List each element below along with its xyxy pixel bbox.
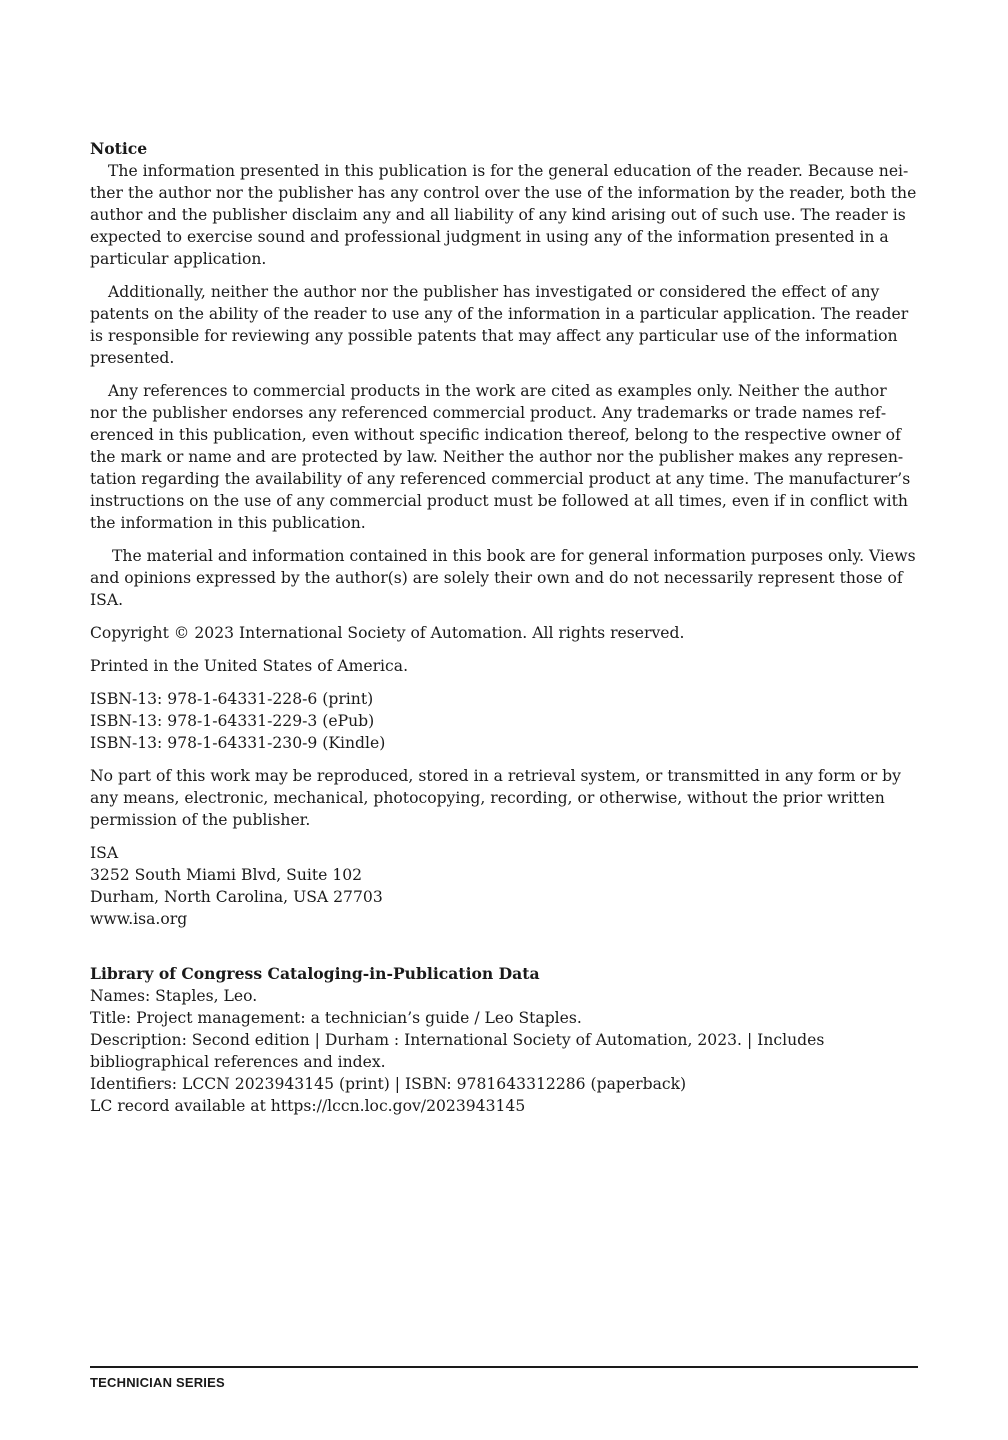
copyright-page	[90, 138, 918, 1117]
cataloging-description: Description: Second edition | Durham : International Society of Automation, 2023. | Includes bibliographical references and index.	[90, 1031, 825, 1071]
isbn-epub: ISBN-13: 978-1-64331-229-3 (ePub)	[90, 712, 375, 730]
isbn-print: ISBN-13: 978-1-64331-228-6 (print)	[90, 690, 374, 708]
notice-block	[90, 138, 918, 270]
notice-paragraph-1: The information presented in this publication is for the general education of the reader. Because neither the author nor the publisher has any control over the use of the information by the reader, both the author and the publisher disclaim any and all liability of any kind arising out of such use. The reader is expected to exercise sound and professional judgment in using any of the information presented in a particular application.	[90, 162, 917, 268]
cataloging-heading: Library of Congress Cataloging-in-Publication Data	[90, 964, 540, 983]
publisher-name: ISA	[90, 844, 119, 862]
notice-paragraph-2: Additionally, neither the author nor the publisher has investigated or considered the effect of any patents on the ability of the reader to use any of the information in a particular application. The reader is responsible for reviewing any possible patents that may affect any particular use of the information presented.	[90, 283, 909, 367]
cataloging-title: Title: Project management: a technician’s guide / Leo Staples.	[90, 1009, 582, 1027]
cataloging-names: Names: Staples, Leo.	[90, 987, 258, 1005]
cataloging-identifiers: Identifiers: LCCN 2023943145 (print) | ISBN: 9781643312286 (paperback)	[90, 1075, 687, 1093]
rights-statement: No part of this work may be reproduced, stored in a retrieval system, or transmitted in any form or by any means, electronic, mechanical, photocopying, recording, or otherwise, without the prior written permission of the publisher.	[90, 767, 901, 829]
isbn-list	[90, 688, 918, 754]
notice-heading: Notice	[90, 139, 148, 158]
publisher-website-link[interactable]: www.isa.org	[90, 910, 188, 928]
copyright-line: Copyright © 2023 International Society of Automation. All rights reserved.	[90, 624, 685, 642]
notice-paragraph-4: The material and information contained in this book are for general information purposes only. Views and opinions expressed by the author(s) are solely their own and do not necessarily represent those of ISA.	[90, 547, 916, 609]
cataloging-lc-record-link[interactable]: LC record available at https://lccn.loc.gov/2023943145	[90, 1097, 526, 1115]
notice-paragraph-3: Any references to commercial products in the work are cited as examples only. Neither the author nor the publisher endorses any referenced commercial product. Any trademarks or trade names referenced in this publication, even without specific indication thereof, belong to the respective owner of the mark or name and are protected by law. Neither the author nor the publisher makes any representation regarding the availability of any referenced commercial product at any time. The manufacturer’s instructions on the use of any commercial product must be followed at all times, even if in conflict with the information in this publication.	[90, 382, 911, 532]
publisher-city: Durham, North Carolina, USA 27703	[90, 888, 383, 906]
footer-series-label: TECHNICIAN SERIES	[90, 1375, 225, 1390]
printed-line: Printed in the United States of America.	[90, 657, 409, 675]
cataloging-data	[90, 963, 918, 1117]
publisher-address	[90, 842, 918, 930]
isbn-kindle: ISBN-13: 978-1-64331-230-9 (Kindle)	[90, 734, 386, 752]
footer-divider	[90, 1366, 918, 1368]
publisher-street: 3252 South Miami Blvd, Suite 102	[90, 866, 363, 884]
